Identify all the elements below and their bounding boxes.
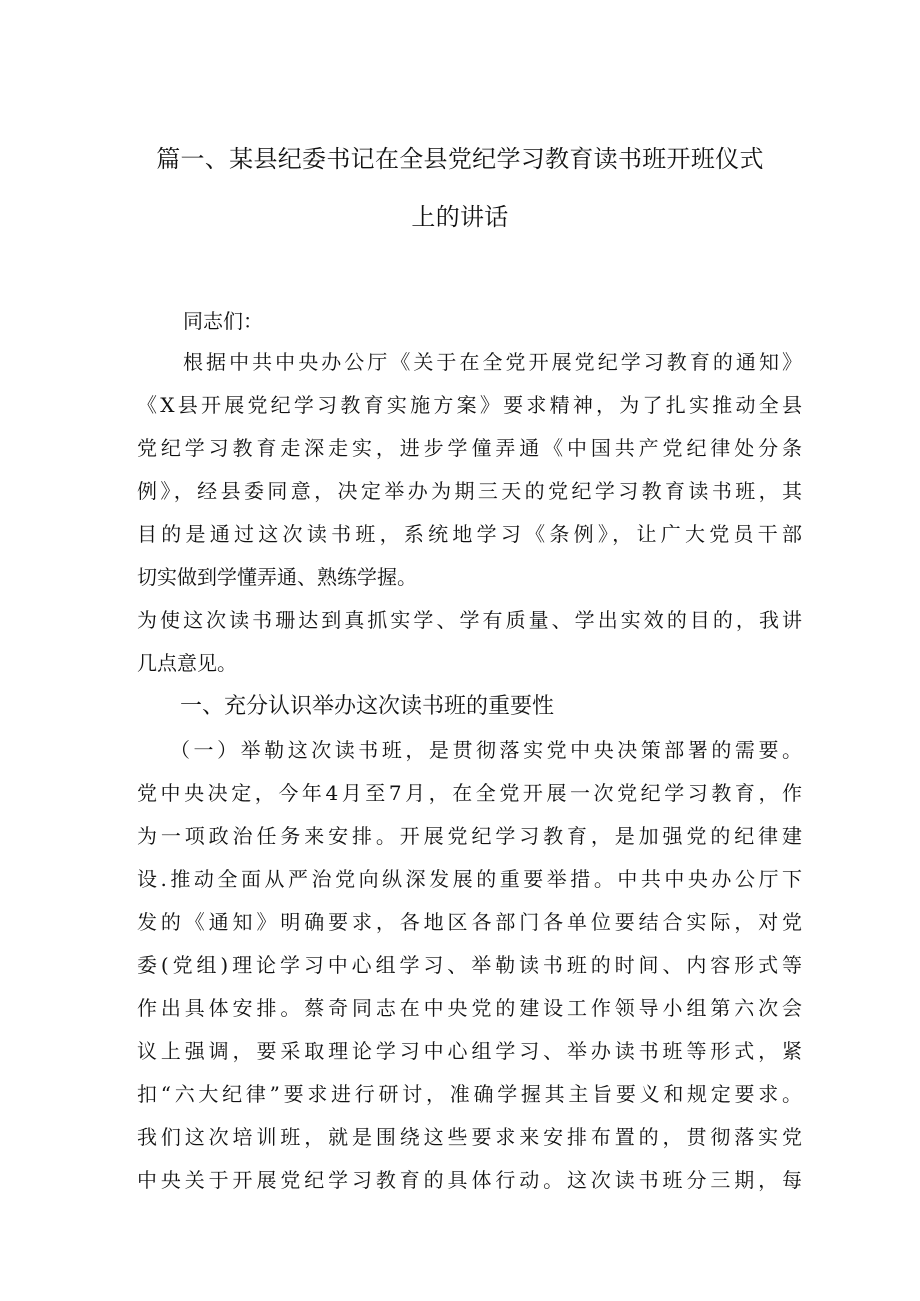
paragraph-3-line: 议上强调，要采取理论学习中心组学习、举办读书班等形式，紧 [137, 1039, 802, 1063]
paragraph-1-line: 根据中共中央办公厅《关于在全党开展党纪学习教育的通知》 [183, 350, 802, 374]
paragraph-3-line: 扣“六大纪律”要求进行研讨，准确学握其主旨要义和规定要求。 [137, 1082, 802, 1106]
paragraph-3-line: 中央关于开展党纪学习教育的具体行动。这次读书班分三期，每 [137, 1168, 802, 1192]
paragraph-1-line: 例》，经县委同意，决定举办为期三天的党纪学习教育读书班，其 [137, 479, 802, 503]
paragraph-3-line: 为一项政治任务来安排。开展党纪学习教育，是加强党的纪律建 [137, 824, 802, 848]
document-title-line-2: 上的讲话 [411, 203, 509, 231]
paragraph-3-line: 设.推动全面从严治党向纵深发展的重要举措。中共中央办公厅下 [137, 867, 802, 891]
salutation: 同志们： [183, 309, 263, 333]
paragraph-2-line: 为使这次读书珊达到真抓实学、学有质量、学出实效的目的，我讲 [137, 608, 802, 632]
paragraph-3-line: （一）举勒这次读书班，是贯彻落实党中央决策部署的需要。 [170, 738, 802, 762]
paragraph-1-line: 党纪学习教育走深走实，进步学僮弄通《中国共产党纪律处分条 [137, 436, 802, 460]
paragraph-1-line: 目的是通过这次读书班，系统地学习《条例》，让广大党员干部 [137, 522, 802, 546]
paragraph-3-line: 作出具体安排。蔡奇同志在中央党的建设工作领导小组第六次会 [137, 996, 802, 1020]
paragraph-3-line: 我们这次培训班，就是围绕这些要求来安排布置的，贯彻落实党 [137, 1125, 802, 1149]
paragraph-3-line: 发的《通知》明确要求，各地区各部门各单位要结合实际，对党 [137, 910, 802, 934]
paragraph-3-line: 党中央决定，今年4月至7月，在全党开展一次党纪学习教育，作 [137, 781, 802, 805]
document-title-line-1: 篇一、某县纪委书记在全县党纪学习教育读书班开班仪式 [156, 145, 764, 173]
paragraph-3-line: 委(党组)理论学习中心组学习、举勒读书班的时间、内容形式等 [137, 953, 802, 977]
paragraph-2-line: 几点意见。 [137, 651, 237, 675]
section-1-heading: 一、充分认识举办这次读书班的重要性 [180, 694, 555, 719]
paragraph-1-line: 切实做到学懂弄通、熟练学握。 [137, 565, 417, 589]
paragraph-1-line: 《X县开展党纪学习教育实施方案》要求精神，为了扎实推动全县 [137, 393, 802, 417]
